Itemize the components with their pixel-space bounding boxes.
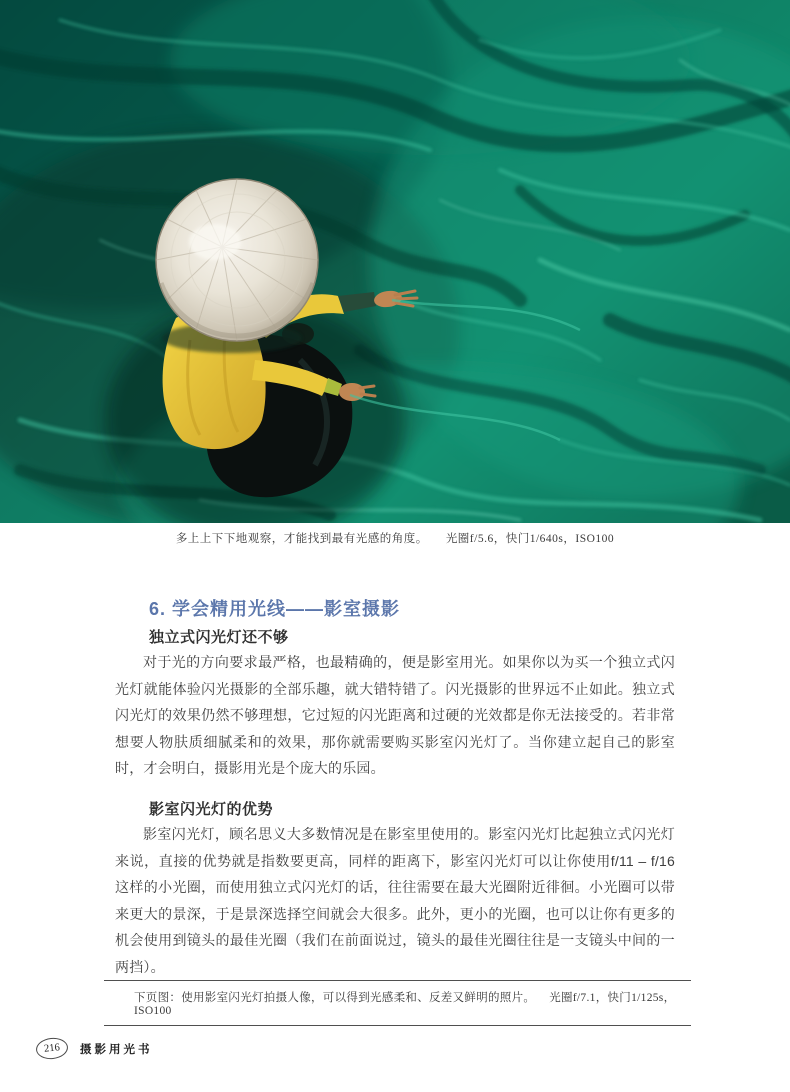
photo-caption-text: 多上上下下地观察，才能找到最有光感的角度。 [175,533,428,545]
figure-note-label: 下页图： [134,992,182,1004]
paragraph-2: 影室闪光灯，顾名思义大多数情况是在影室里使用的。影室闪光灯比起独立式闪光灯来说，直接的优势就是指数要更高，同样的距离下，影室闪光灯可以让你使用f/11 – f/16这样的小光圈，而使用独立式闪光灯的话，往往需要在最大光圈附近徘徊。小光圈可以带来更大的景深，于是景深选择空间就会大很多。此外，更小的光圈，也可以让你有更多的机会使用到镜头的最佳光圈（我们在前面说过，镜头的最佳光圈往往是一支镜头中间的一两挡）。 [115,826,675,975]
fishing-net-illustration [0,0,790,523]
book-title: 摄影用光书 [80,1043,153,1056]
section-heading: 6. 学会精用光线——影室摄影 [149,599,401,619]
page-number-badge: 216 [35,1036,69,1060]
paragraph-1: 对于光的方向要求最严格，也最精确的，便是影室用光。如果你以为买一个独立式闪光灯就能体验闪光摄影的全部乐趣，就大错特错了。闪光摄影的世界远不止如此。独立式闪光灯的效果仍然不够理想，它过短的闪光距离和过硬的光效都是你无法接受的。若非常想要人物肤质细腻柔和的效果，那你就需要购买影室闪光灯了。当你建立起自己的影室时，才会明白，摄影用光是个庞大的乐园。 [115,654,675,777]
figure-note-text: 使用影室闪光灯拍摄人像，可以得到光感柔和、反差又鲜明的照片。 [181,992,536,1004]
photo-caption [0,530,790,546]
hero-photo-fishing-nets [0,0,790,523]
divider-bottom [104,1025,691,1026]
subsection-title-1: 独立式闪光灯还不够 [149,629,289,646]
figure-note-line [104,981,691,1025]
subsection-title-2: 影室闪光灯的优势 [149,801,274,818]
photo-caption-exif: 光圈f/5.6，快门1/640s，ISO100 [445,533,615,545]
conical-hat [156,179,318,341]
figure-note-exif: 光圈f/7.1，快门1/125s，ISO100 [134,992,676,1017]
next-page-figure-note [104,980,691,1026]
page-footer [36,1038,153,1059]
